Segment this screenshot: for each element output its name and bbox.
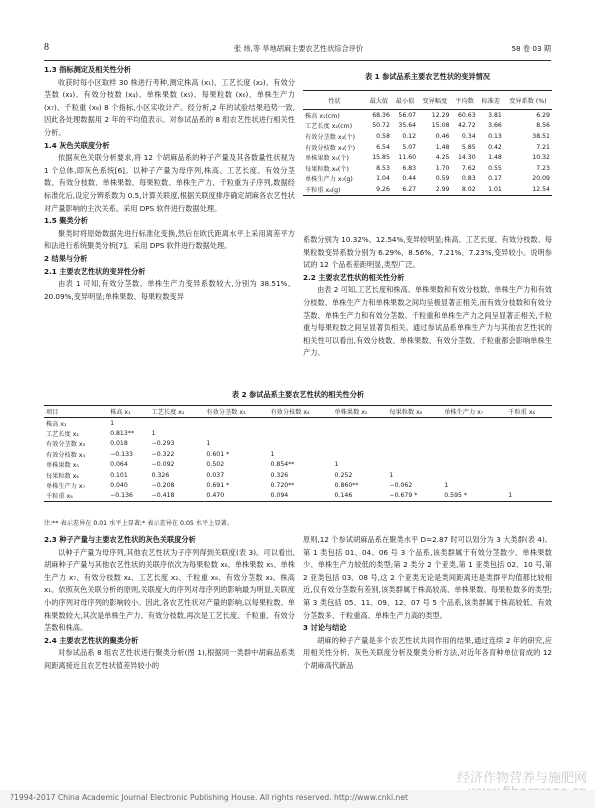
table-cell: 1.70 [435,164,450,172]
section-heading: 2.4 主要农艺性状的聚类分析 [44,635,139,645]
table-cell [268,418,332,429]
table-cell [204,418,268,429]
table-cell: 12.29 [431,111,450,119]
table-cell: 0.040 [110,482,128,490]
column-header: 株高 x₁ [108,406,150,418]
table-cell: −0.208 [151,482,175,490]
table-cell: −0.322 [151,450,175,458]
table2-caption: 表 2 参试品系主要农艺性状的相关性分析 [231,390,365,399]
table-cell: 工艺长度 x₂ [46,431,79,439]
table-cell [333,439,388,449]
table-cell: 0.101 [110,471,128,479]
table-cell: 有效分枝数 x₄(个) [305,144,356,152]
table-cell: 0.59 [435,175,450,183]
left-column-top [44,64,295,303]
table-cell [442,470,506,480]
table-cell [506,470,552,480]
table-row [44,428,552,438]
table-row [44,491,552,502]
section-heading: 2.1 主要农艺性状的变异性分析 [44,266,146,276]
table-cell [506,428,552,438]
table-cell: 1 [334,461,339,469]
table-cell: 2.99 [418,184,451,195]
table-row [303,121,552,132]
table-cell [506,460,552,470]
column-header: 单株果数 x₅ [333,406,388,418]
column-header: 每果粒数 x₆ [387,406,442,418]
table-cell [387,439,442,449]
table-cell: 1.01 [478,184,504,195]
table-cell [204,428,268,438]
table2-note: 注:** 表示差异在 0.01 水平上显著;* 表示差异在 0.05 水平上显著。 [44,520,233,527]
column-header: 变异系数 (%) [504,91,552,110]
table-cell [442,418,506,429]
table-cell: 6.54 [376,143,390,151]
column-header: 性状 [303,91,366,110]
table-cell: 1 [506,491,552,502]
column-header: 最大值 [366,91,392,110]
column-header: 千粒重 x₈ [506,406,552,418]
right-column-bottom [303,534,552,673]
table-cell: 0.58 [376,132,390,140]
table-cell [442,449,506,459]
table-cell [387,449,442,459]
table-cell [150,418,205,429]
table-cell: 20.09 [532,175,550,183]
paragraph: 胡麻的种子产量是多个农艺性状共同作用的结果,通过连续 2 年的研究,应用相关性分析、灰色关联度分析及聚类分析方法,对近年各育种单位育成的 12 个胡麻高代新品 [303,635,552,670]
table-cell: 0.17 [488,175,502,183]
column-header: 变异幅度 [418,91,451,110]
table-cell: 单株果数 x₅(个) [305,155,349,163]
table-cell [268,428,332,438]
table-cell: 0.854** [270,461,295,469]
table-cell: 千粒重 x₈(g) [303,184,366,195]
table-row [303,184,552,195]
table-cell: 0.326 [151,471,170,479]
table-cell: 6.83 [402,164,417,172]
table-cell: 千粒重 x₈ [44,491,108,502]
table-cell: 0.601 * [206,450,230,458]
right-column-top [303,234,552,360]
table-cell [442,439,506,449]
table-cell: 3.81 [488,111,502,119]
table-cell: 3.66 [488,122,502,130]
table-cell: 株高 x₁(cm) [305,112,340,120]
table-cell: 0.860** [334,482,359,490]
table-cell: 每果粒数 x₆ [46,472,79,480]
table-cell: 6.29 [536,111,550,119]
table-cell: −0.133 [110,450,133,458]
column-header: 有效分枝数 x₄ [268,406,332,418]
table-cell: 7.23 [536,164,550,172]
page-number: 8 [44,42,49,53]
table-cell: 有效分枝数 x₄ [46,451,86,459]
table-cell: 0.55 [488,164,502,172]
table-cell: −0.062 [389,482,413,490]
table-cell: 每果粒数 x₆(个) [305,165,349,173]
table-cell: 68.36 [372,111,390,119]
paragraph: 由表 1 可知,有效分茎数、单株生产力变异系数较大,分别为 38.51%、20.09%,变异明显;单株果数、每果粒数变异 [44,279,295,301]
column-header: 平均数 [451,91,477,110]
table-cell: 7.21 [536,143,550,151]
table-cell: 0.146 [333,491,388,502]
table-cell: 有效分茎数 x₃ [46,441,86,449]
table-cell: 1.48 [488,154,502,162]
table-cell [506,449,552,459]
table-cell: 1 [444,482,449,490]
table-cell: 0.326 [270,471,289,479]
table-cell: 0.12 [402,132,417,140]
table-cell: 56.07 [398,111,417,119]
table-cell [506,418,552,429]
table-cell: 8.53 [376,164,390,172]
table-cell: 0.037 [206,471,225,479]
table-row [44,460,552,470]
table-row [303,163,552,174]
table-cell: 工艺长度 x₂(cm) [305,123,353,131]
table-cell: 1 [389,471,394,479]
table-cell: 15.08 [431,122,450,130]
table-row [44,470,552,480]
table-cell: 5.85 [461,143,476,151]
table-cell [442,428,506,438]
table-cell: 0.064 [110,461,128,469]
running-title: 张 炜,等 旱地胡麻主要农艺性状综合评价 [234,44,364,53]
paragraph: 系数分别为 10.32%、12.54%,变异较明显;株高、工艺长度、有效分枝数、每果粒数变异系数分别为 6.29%、8.56%、7.21%、7.23%,变异较小。说明参试的 12 个品系差距明显,类型广泛。 [303,235,552,270]
table-cell [333,449,388,459]
table-cell: 1.48 [435,143,450,151]
header-rule [44,60,551,61]
table-cell: 8.02 [451,184,477,195]
table-cell: −0.092 [151,461,175,469]
table-cell [506,480,552,490]
column-header: 有效分茎数 x₃ [204,406,268,418]
table-cell: 8.56 [536,122,550,130]
table-cell: −0.293 [151,440,175,448]
table-row [44,449,552,459]
table-row [44,439,552,449]
table-cell: 0.018 [110,440,128,448]
table-cell: 单株生产力 x₇(g) [305,176,353,184]
table1-caption: 表 1 参试品系主要农艺性状的变异情况 [364,72,490,81]
table-row [44,480,552,490]
table-cell: 7.62 [461,164,476,172]
table-cell: 1 [270,450,275,458]
left-column-bottom [44,534,295,673]
copyright-text: ?1994-2017 China Academic Journal Electronic Publishing House. All rights reserved. http://www.cnki.net [10,793,409,802]
table-cell: 0.094 [268,491,332,502]
table-cell: 0.44 [402,175,417,183]
table-cell [387,418,442,429]
table-cell: 15.85 [372,154,390,162]
table-cell: 0.502 [206,461,225,469]
table-cell: 9.26 [366,184,392,195]
table-row [303,110,552,121]
table-cell: −0.136 [108,491,150,502]
table-cell: 0.595 * [442,491,506,502]
table-cell: 1 [151,430,156,438]
table-cell: 0.813** [110,430,134,438]
table-cell: 单株果数 x₅ [46,462,79,470]
table-cell: 0.83 [461,175,476,183]
section-heading: 2.3 种子产量与主要农艺性状的灰色关联度分析 [44,535,196,544]
table-header-row [44,406,552,418]
table-cell: 50.72 [372,122,390,130]
table1 [303,90,552,196]
paragraph: 对参试品系 8 组农艺性状进行聚类分析(图 1),根据同一类群中胡麻品系类间距离接近且农艺性状值差异较小的 [44,648,295,670]
table-cell: −0.418 [150,491,205,502]
table-cell: 35.64 [398,122,417,130]
paragraph: 依据灰色关联分析要求,将 12 个胡麻品系的种子产量及其各数量性状视为 1 个总体,即灰色系统[6]。以种子产量为母序列,株高、工艺长度、有效分茎数、有效分枝数、单株果数、每果粒数、单株生产力、千粒重为子序列,数据经标准化后,设定分辨系数为 0.5,计算关联度,根据关联度排序确定胡麻各农艺性状对产量影响的主次关系。采用 DPS 软件进行数据处理。 [44,153,295,213]
table-row [44,418,552,429]
table-cell [333,428,388,438]
column-header: 工艺长度 x₂ [150,406,205,418]
copyright-footer [0,790,595,808]
table-cell: 14.30 [457,154,476,162]
watermark-line1: 经济作物营养与施肥网 [456,771,587,786]
table-cell: 0.42 [488,143,502,151]
table-cell: 0.720** [270,482,295,490]
column-header: 最小值 [392,91,418,110]
page-header [44,44,551,58]
table-cell: 12.54 [504,184,552,195]
table-cell [333,418,388,429]
table-cell [506,439,552,449]
issue-label: 58 卷 03 期 [511,44,551,53]
table-cell [268,439,332,449]
paragraph: 由表 2 可知,工艺长度和株高、单株果数和有效分枝数、单株生产力和有效分枝数、单株生产力和单株果数之间均呈极显著正相关,而有效分枝数和有效分茎数、单株生产力和有效分茎数、千粒重和单株生产力之间呈显著正相关,千粒重与每果粒数之间呈显著负相关。通过参试品系单株生产力与其他农艺性状的相关性可以看出,有效分枝数、单株果数、有效分茎数、千粒重都会影响单株生产力。 [303,285,552,358]
paragraph: 聚类时将原始数据先进行标准化变换,然后在欧氏距离水平上采用离差平方和法进行系统聚类分析[7]。采用 DPS 软件进行数据处理。 [44,228,295,251]
table-cell: 42.72 [457,122,476,130]
paragraph: 收获时每小区取样 30 株进行考种,测定株高 (x₁)、工艺长度 (x₂)、有效分茎数 (x₃)、有效分枝数 (x₄)、单株果数 (x₅)、每果粒数 (x₆)、单株生产力 (x₇)、千粒重 (x₈) 8 个指标,小区实收计产。经分析,2 年的试验结果趋势一致,因此各处理数据用 2 年的平均值表示。对参试品系的 8 组农艺性状进行相关性分析。 [44,77,295,137]
table-cell: 38.51 [532,132,550,140]
table-cell: 单株生产力 x₇ [46,483,86,491]
table-row [303,152,552,163]
table-cell: 1 [206,440,211,448]
table-cell: 5.07 [402,143,417,151]
section-heading: 2.2 主要农艺性状的相关性分析 [303,272,405,282]
section-heading: 2 结果与分析 [44,253,88,263]
table-header-row [303,91,552,110]
table-row [303,142,552,153]
column-header: 项目 [44,406,108,418]
table-row [303,174,552,185]
table-cell: 0.34 [461,132,476,140]
table-cell [442,460,506,470]
table2 [44,405,552,502]
column-header: 标准差 [478,91,504,110]
table-cell: 4.25 [435,154,450,162]
table-cell: 10.32 [532,154,550,162]
table-cell: 1 [110,419,114,427]
table-cell: 11.60 [398,154,417,162]
table-cell [387,428,442,438]
section-heading: 1.3 指标测定及相关性分析 [44,65,132,74]
table-cell: 有效分茎数 x₃(个) [305,133,356,141]
section-heading: 1.5 聚类分析 [44,216,88,226]
table-cell: 0.252 [334,471,353,479]
table-cell: 6.27 [392,184,418,195]
table-row [303,131,552,142]
column-header: 单株生产力 x₇ [442,406,506,418]
table-cell: 0.691 * [206,482,230,490]
table-cell: −0.679 * [387,491,442,502]
section-heading: 3 讨论与结论 [303,623,347,633]
table-cell: 株高 x₁ [46,420,67,428]
paragraph: 以种子产量为母序列,其他农艺性状为子序列得到关联度(表 3)。可以看出,胡麻种子产量与其他农艺性状的关联序依次为每果粒数 x₆、单株果数 x₅、单株生产力 x₇、有效分枝数 x₄、工艺长度 x₂、千粒重 x₈、有效分茎数 x₃、株高 x₁。依照灰色关联分析的原则,关联度大的序列对母序列的影响最为明显,关联度小的序列对母序列的影响较小。因此,各农艺性状对产量的影响,以每果粒数、单株果数较大,其次是单株生产力、有效分枝数,再次是工艺长度、千粒重、有效分茎数和株高。 [44,547,295,633]
table-cell: 0.13 [488,132,502,140]
table-cell: 60.63 [457,111,476,119]
table-cell: 1.04 [376,175,390,183]
section-heading: 1.4 灰色关联度分析 [44,140,110,150]
paragraph: 原则,12 个参试胡麻品系在聚类水平 D=2.87 时可以划分为 3 大类群(表 4)。第 1 类包括 01、04、06 号 3 个品系,该类群属于有效分茎数少、单株果数少、单株生产力较低的类型;第 2 类分 2 个亚类,第 1 亚类包括 02、10 号,第 2 亚类包括 03、08 号,这 2 个亚类无论是类间距离还是类群平均值都比较相近,仅有效分茎数有差别,该类群属于株高较高、单株果数、每果粒数多的类型;第 3 类包括 05、11、09、12、07 号 5 个品系,该类群属于株高较低、有效分茎数多、千粒重高、单株生产力高的类型。 [303,535,552,620]
table-cell: 0.470 [204,491,268,502]
table-cell [387,460,442,470]
table-cell: 0.46 [435,132,450,140]
